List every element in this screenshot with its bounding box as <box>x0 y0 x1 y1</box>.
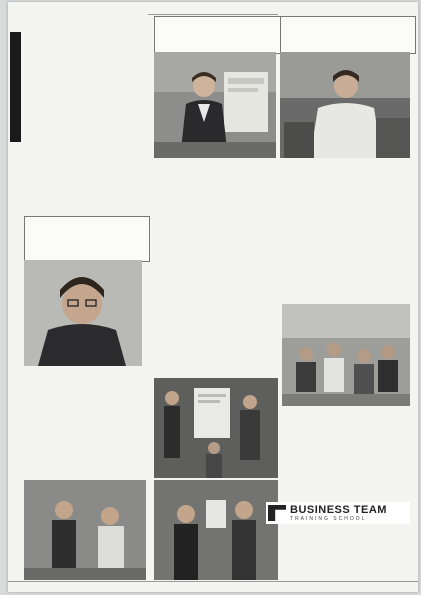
article-text-col2 <box>154 184 276 374</box>
caption-novoselsky <box>154 162 278 182</box>
photo-seminar-group <box>282 304 410 406</box>
article-text-col3 <box>282 184 410 302</box>
photo-presentation-flipchart <box>154 378 278 478</box>
section-tab <box>10 32 21 142</box>
photo-trainers-group-left <box>24 480 146 580</box>
logo-subtitle: TRAINING SCHOOL <box>290 516 367 522</box>
question-box-3 <box>24 216 150 262</box>
logo-title: BUSINESS TEAM <box>290 504 387 516</box>
business-team-logo <box>266 502 410 524</box>
photo-trainers-group-middle <box>154 480 278 580</box>
question-box-2 <box>280 16 416 54</box>
magazine-page <box>8 2 418 592</box>
photo-trainer-guryev <box>280 52 410 158</box>
caption-guryev <box>280 162 410 182</box>
rubric-heading <box>148 4 278 15</box>
photo-trainer-afanasyev <box>24 260 142 366</box>
article-text-col3-end <box>282 410 410 498</box>
article-text-col1-top <box>24 16 142 212</box>
caption-afanasyev <box>24 370 142 390</box>
question-box-1 <box>154 16 282 54</box>
article-text-col1-bottom <box>24 392 142 476</box>
page-footer <box>8 582 418 592</box>
photo-trainer-novoselsky <box>154 52 276 158</box>
logo-mark-icon <box>268 505 286 521</box>
